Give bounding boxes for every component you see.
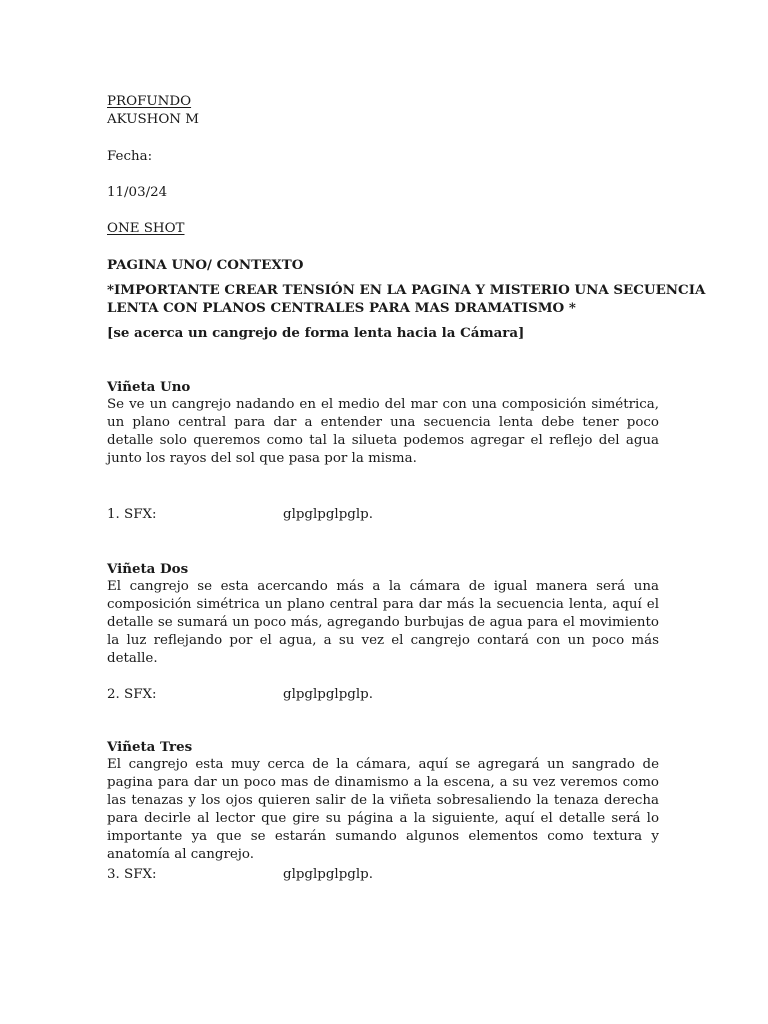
sfx-label: 3. SFX: — [107, 867, 157, 882]
date-value: 11/03/24 — [107, 185, 168, 200]
important-note-line-2: LENTA CON PLANOS CENTRALES PARA MAS DRAMATISMO * — [107, 300, 576, 316]
action-description: [se acerca un cangrejo de forma lenta hacia la Cámara] — [107, 325, 525, 341]
sfx-value: glpglpglpglp. — [283, 687, 373, 702]
author-name: AKUSHON M — [107, 112, 199, 127]
document-title: PROFUNDO — [107, 94, 192, 109]
panel-description: El cangrejo se esta acercando más a la cámara de igual manera será una composición simétrica un plano central para dar más la secuencia lenta, aquí el detalle se sumará un poco más, agregando burbujas de agua para el movimiento la luz reflejando por el agua, a su vez el cangrejo contará con un poco más detalle. — [107, 579, 659, 666]
panel-description: Se ve un cangrejo nadando en el medio del mar con una composición simétrica, un plano central para dar a entender una secuencia lenta debe tener poco detalle solo queremos como tal la silueta podemos agregar el reflejo del agua junto los rayos del sol que pasa por la misma. — [107, 397, 659, 466]
sfx-value: glpglpglpglp. — [283, 867, 373, 882]
panel-title: Viñeta Uno — [107, 379, 191, 395]
panel-title: Viñeta Dos — [107, 561, 189, 577]
date-label: Fecha: — [107, 149, 153, 164]
panel-description: El cangrejo esta muy cerca de la cámara, aquí se agregará un sangrado de pagina para dar un poco mas de dinamismo a la escena, a su vez veremos como las tenazas y los ojos quieren salir de la viñeta sobresaliendo la tenaza derecha para decirle al lector que gire su página a la siguiente, aquí el detalle será lo importante ya que se estarán sumando algunos elementos como textura y anatomía al cangrejo. — [107, 757, 659, 862]
page-heading: PAGINA UNO/ CONTEXTO — [107, 257, 304, 273]
important-note-line-1: *IMPORTANTE CREAR TENSIÓN EN LA PAGINA Y MISTERIO UNA SECUENCIA — [107, 282, 706, 298]
sfx-label: 2. SFX: — [107, 687, 157, 702]
format-label: ONE SHOT — [107, 221, 185, 236]
sfx-label: 1. SFX: — [107, 507, 157, 522]
panel-title: Viñeta Tres — [107, 739, 193, 755]
sfx-value: glpglpglpglp. — [283, 507, 373, 522]
